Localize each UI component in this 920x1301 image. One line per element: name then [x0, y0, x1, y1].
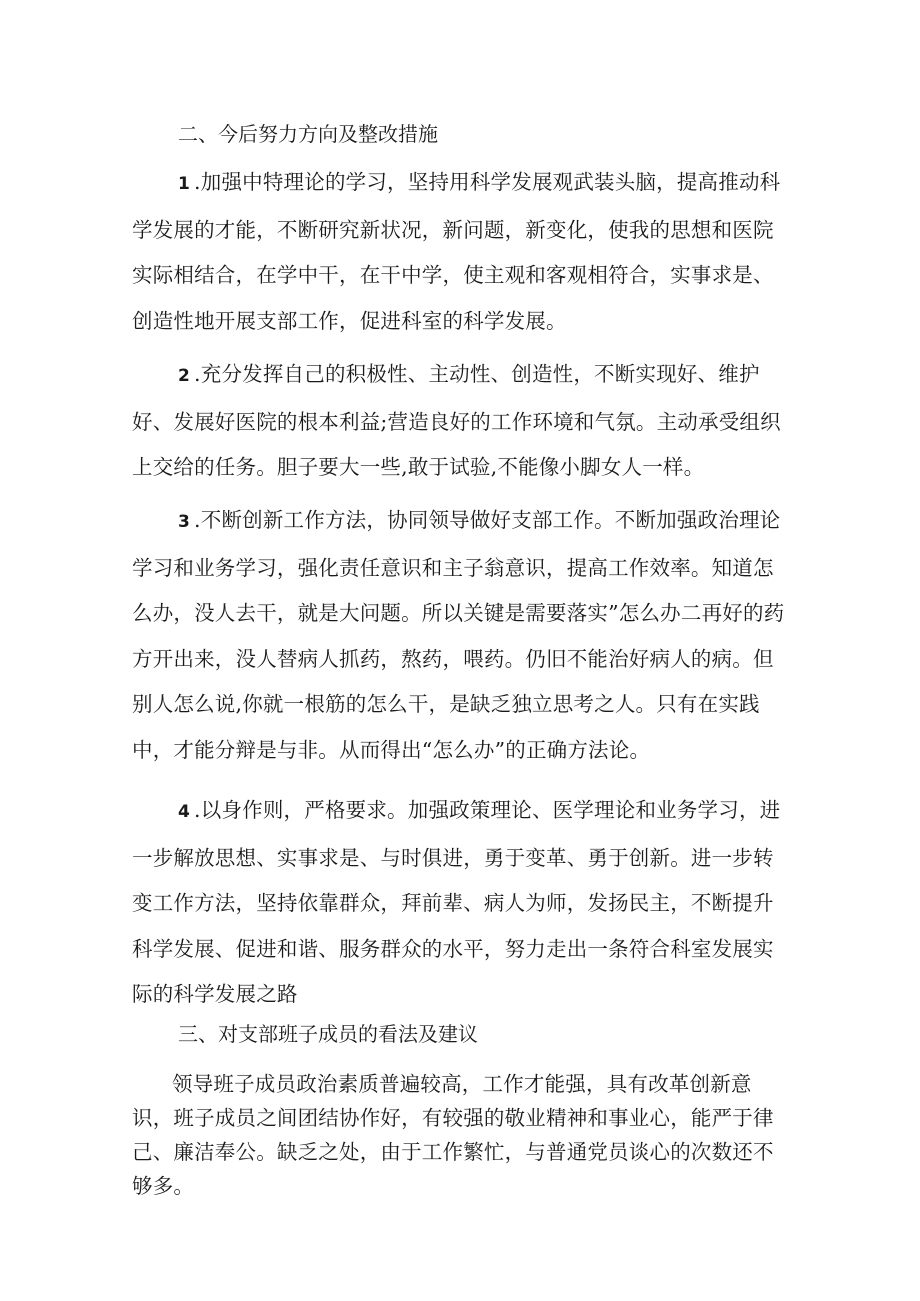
paragraph-item-2	[132, 352, 792, 491]
paragraph-item-1	[132, 160, 792, 344]
item-number: 1	[178, 174, 191, 194]
section-heading-3: 三、对支部班子成员的看法及建议	[178, 1022, 478, 1046]
item-number: 3	[178, 512, 191, 532]
item-number: 4	[178, 802, 191, 822]
item-number: 2	[178, 366, 191, 386]
item-text: .不断创新工作方法，协同领导做好支部工作。不断加强政治理论学习和业务学习，强化责任意识和主子翁意识，提高工作效率。知道怎么办，没人去干，就是大问题。所以关键是需要落实”怎么办二再好的药方开出来，没人替病人抓药，熬药，喂药。仍旧不能治好病人的病。但别人怎么说,你就一根筋的怎么干，是缺乏独立思考之人。只有在实践中，才能分辩是与非。从而得出“怎么办”的正确方法论。	[132, 508, 785, 762]
item-text: .以身作则，严格要求。加强政策理论、医学理论和业务学习，进一步解放思想、实事求是、与时俱进，勇于变革、勇于创新。进一步转变工作方法，坚持依靠群众，拜前辈、病人为师，发扬民主，不断提升科学发展、促进和谐、服务群众的水平，努力走出一条符合科室发展实际的科学发展之路	[132, 798, 781, 1006]
section-heading-2: 二、今后努力方向及整改措施	[178, 122, 438, 146]
paragraph-section-3: 领导班子成员政治素质普遍较高，工作才能强，具有改革创新意识，班子成员之间团结协作好，有较强的敬业精神和事业心，能严于律己、廉洁奉公。缺乏之处，由于工作繁忙，与普通党员谈心的次数还不够多。	[132, 1072, 774, 1198]
item-text: .充分发挥自己的积极性、主动性、创造性，不断实现好、维护好、发展好医院的根本利益;营造良好的工作环境和气氛。主动承受组织上交给的任务。胆子要大一些,敢于试验,不能像小脚女人一样。	[132, 362, 781, 479]
item-text: .加强中特理论的学习，坚持用科学发展观武装头脑，提高推动科学发展的才能，不断研究新状况，新问题，新变化，使我的思想和医院实际相结合，在学中干，在干中学，使主观和客观相符合，实事求是、创造性地开展支部工作，促进科室的科学发展。	[132, 170, 781, 333]
paragraph-item-4	[132, 788, 792, 1018]
paragraph-item-3	[132, 498, 792, 773]
